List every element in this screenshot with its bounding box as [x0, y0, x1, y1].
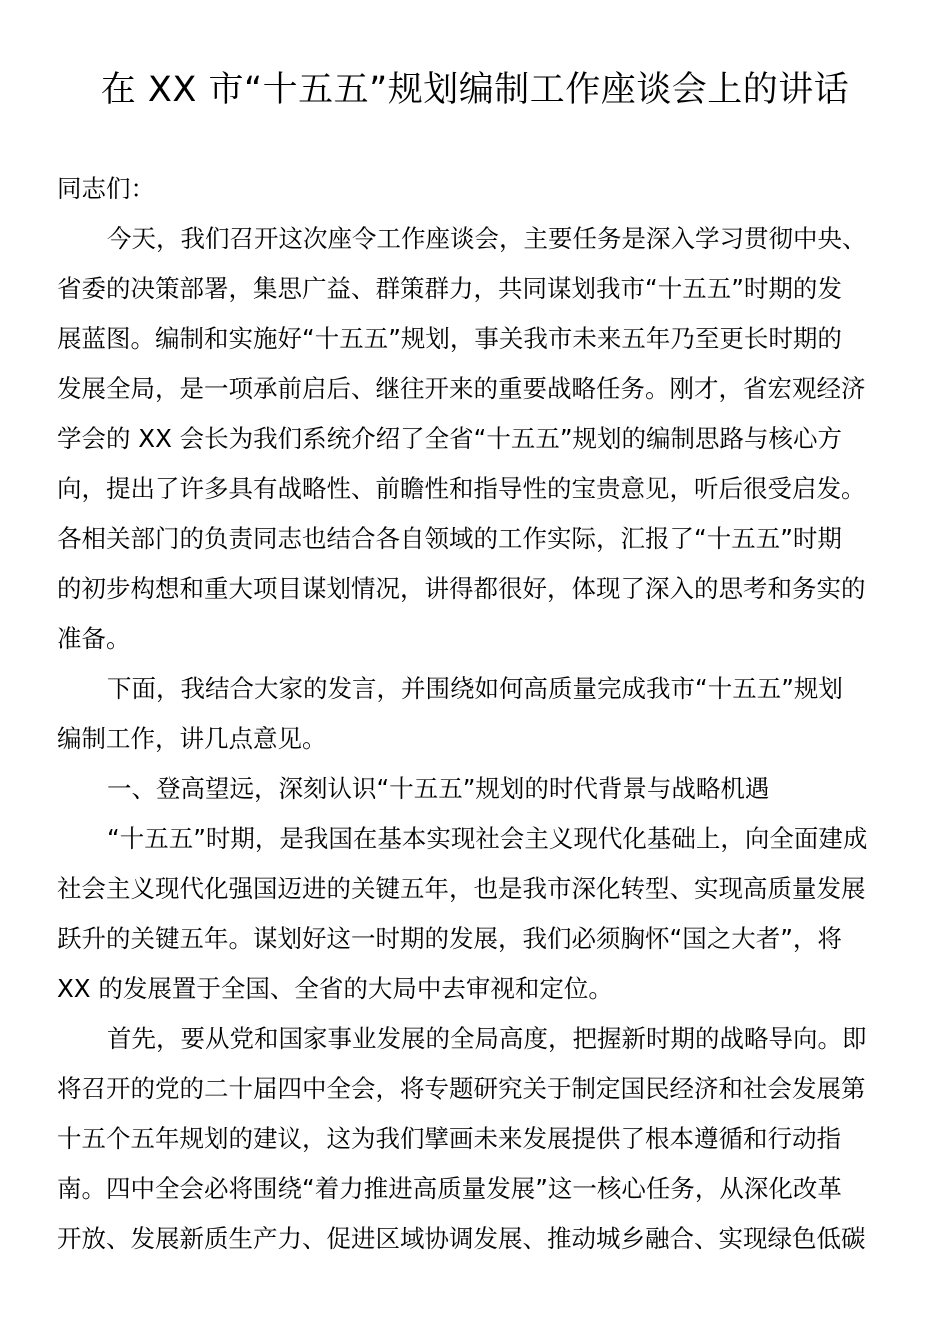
- paragraph-line: 向，提出了许多具有战略性、前瞻性和指导性的宝贵意见，听后很受启发。: [57, 474, 866, 503]
- paragraph-line: 发展全局，是一项承前启后、继往开来的重要战略任务。刚才，省宏观经济: [57, 374, 866, 403]
- paragraph-line: 首先，要从党和国家事业发展的全局高度，把握新时期的战略导向。即: [107, 1024, 867, 1053]
- paragraph-line: 学会的 XX 会长为我们系统介绍了全省“十五五”规划的编制思路与核心方: [57, 424, 843, 453]
- paragraph-line: 展蓝图。编制和实施好“十五五”规划，事关我市未来五年乃至更长时期的: [57, 324, 842, 353]
- paragraph-line: 跃升的关键五年。谋划好这一时期的发展，我们必须胸怀“国之大者”，将: [57, 924, 842, 953]
- paragraph-line: 十五个五年规划的建议，这为我们擘画未来发展提供了根本遵循和行动指: [57, 1124, 841, 1153]
- paragraph-line: 社会主义现代化强国迈进的关键五年，也是我市深化转型、实现高质量发展: [57, 874, 866, 903]
- paragraph-line: 编制工作，讲几点意见。: [57, 724, 327, 753]
- paragraph-line: 下面，我结合大家的发言，并围绕如何高质量完成我市“十五五”规划: [107, 674, 843, 703]
- document-body: [57, 164, 897, 1264]
- paragraph-line: 开放、发展新质生产力、促进区域协调发展、推动城乡融合、实现绿色低碳: [57, 1224, 866, 1253]
- paragraph-line: 将召开的党的二十届四中全会，将专题研究关于制定国民经济和社会发展第: [57, 1074, 866, 1103]
- paragraph-line: 南。四中全会必将围绕“着力推进高质量发展”这一核心任务，从深化改革: [57, 1174, 842, 1203]
- paragraph-line: XX 的发展置于全国、全省的大局中去审视和定位。: [57, 974, 613, 1003]
- paragraph-line: 今天，我们召开这次座令工作座谈会，主要任务是深入学习贯彻中央、: [107, 224, 867, 253]
- paragraph-line: “十五五”时期，是我国在基本实现社会主义现代化基础上，向全面建成: [107, 824, 868, 853]
- section-heading: 一、登高望远，深刻认识“十五五”规划的时代背景与战略机遇: [107, 774, 770, 803]
- paragraph-line: 省委的决策部署，集思广益、群策群力，共同谋划我市“十五五”时期的发: [57, 274, 842, 303]
- paragraph-line: 准备。: [57, 624, 131, 653]
- paragraph-line: 各相关部门的负责同志也结合各自领域的工作实际，汇报了“十五五”时期: [57, 524, 842, 553]
- salutation-line: 同志们：: [57, 174, 155, 203]
- paragraph-line: 的初步构想和重大项目谋划情况，讲得都很好，体现了深入的思考和务实的: [57, 574, 866, 603]
- document-title: 在 XX 市“十五五”规划编制工作座谈会上的讲话: [100, 70, 850, 110]
